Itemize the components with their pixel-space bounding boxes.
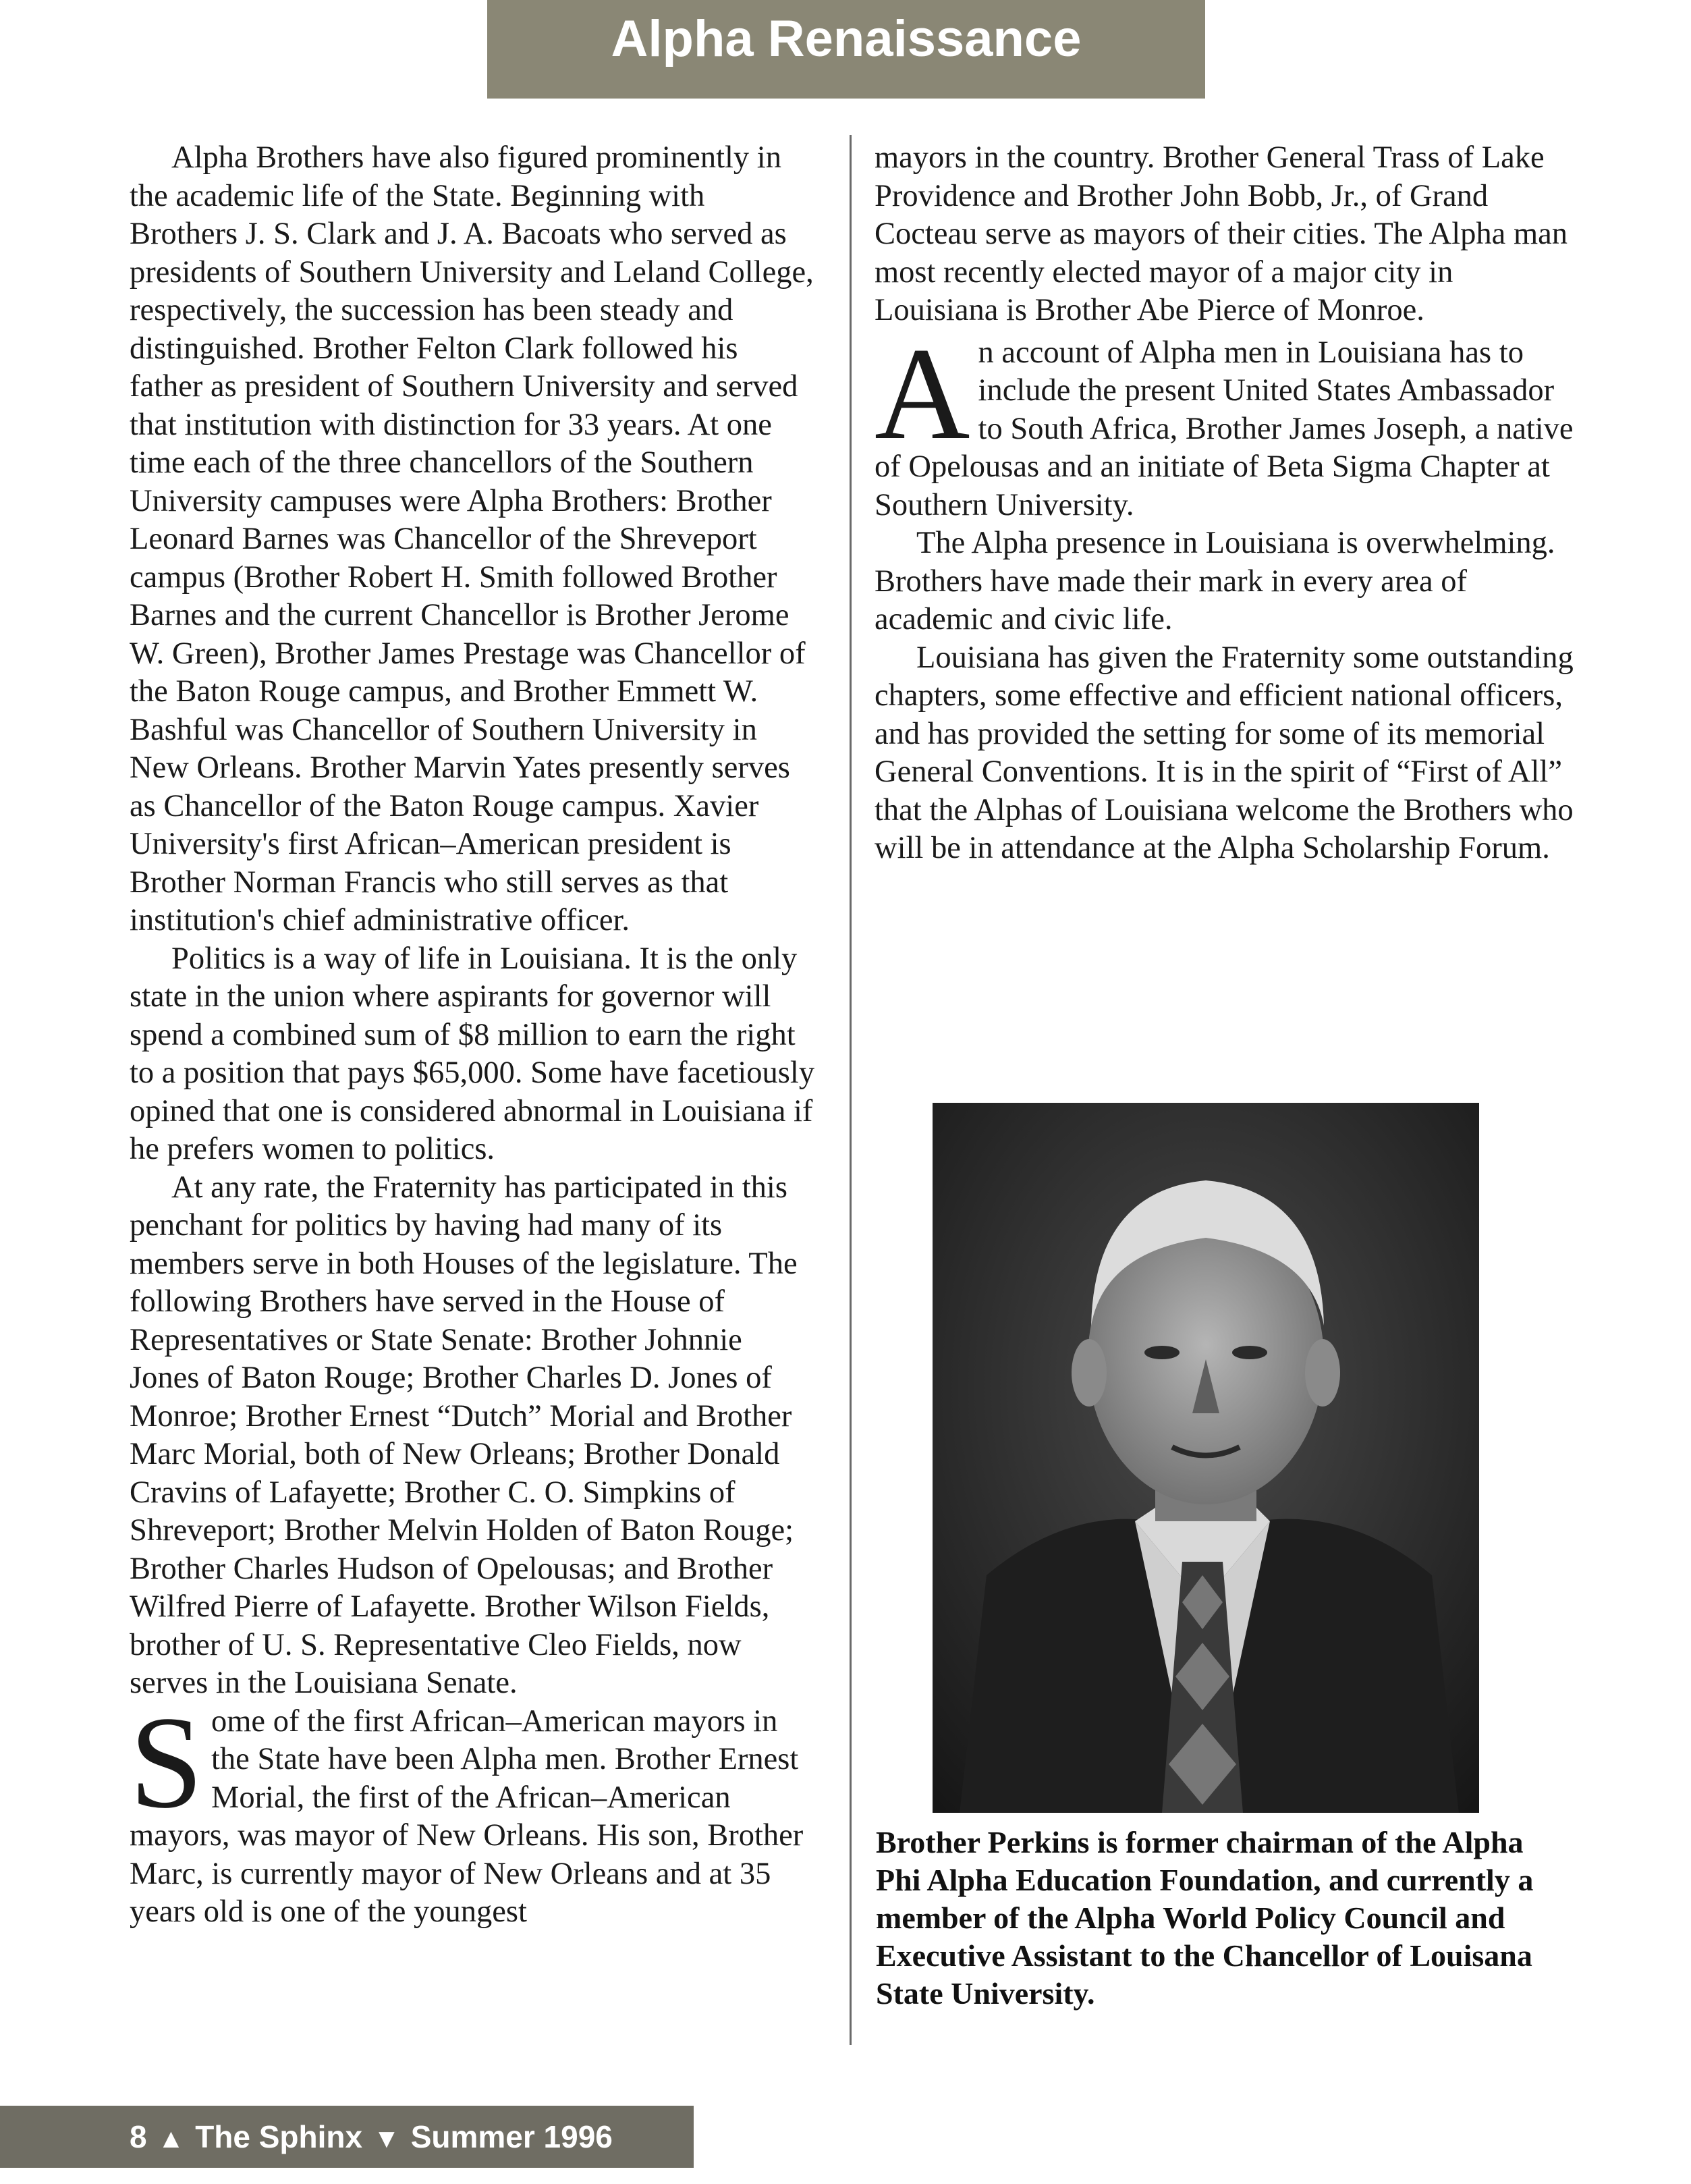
- paragraph-text: ome of the first African–American mayors in the State have been Alpha men. Brother Ernest Morial, the first of the African–American mayors, was mayor of New Orleans. His son, Brother Marc, is currently mayor of New Orleans and at 35 years old is one of the youngest: [130, 1703, 804, 1929]
- portrait-photo: [933, 1103, 1479, 1813]
- drop-cap: A: [875, 320, 970, 467]
- triangle-down-icon: ▼: [373, 2124, 400, 2154]
- paragraph: Alpha Brothers have also figured prominently in the academic life of the State. Beginning with Brothers J. S. Clark and J. A. Bacoats who served as presidents of Southern University and Leland College, respectively, the succession has been steady and distinguished. Brother Felton Clark followed his father as president of Southern University and served that institution with distinction for 33 years. At one time each of the three chancellors of the Southern University campuses were Alpha Brothers: Brother Leonard Barnes was Chancellor of the Shreveport campus (Brother Robert H. Smith followed Brother Barnes and the current Chancellor is Brother Jerome W. Green), Brother James Prestage was Chancellor of the Baton Rouge campus, and Brother Emmett W. Bashful was Chancellor of Southern University in New Orleans. Brother Marvin Yates presently serves as Chancellor of the Baton Rouge campus. Xavier University's first African–American president is Brother Norman Francis who still serves as that institution's chief administrative officer.: [130, 140, 814, 937]
- section-title: Alpha Renaissance: [611, 10, 1082, 67]
- drop-cap: S: [130, 1689, 204, 1836]
- triangle-up-icon: ▲: [157, 2124, 185, 2154]
- column-divider: [850, 135, 852, 2045]
- right-column: [875, 139, 1576, 868]
- page-footer: [0, 2106, 694, 2168]
- left-column: [130, 139, 816, 1932]
- paragraph: Louisiana has given the Fraternity some outstanding chapters, some effective and efficient national officers, and has provided the setting for some of its memorial General Conventions. It is in the spirit of “First of All” that the Alphas of Louisiana welcome the Brothers who will be in attendance at the Alpha Scholarship Forum.: [875, 640, 1574, 865]
- section-banner: [487, 0, 1205, 99]
- paragraph-text: n account of Alpha men in Louisiana has to include the present United States Ambassador to South Africa, Brother James Joseph, a native of Opelousas and an initiate of Beta Sigma Chapter at Southern University.: [875, 335, 1574, 522]
- paragraph: At any rate, the Fraternity has participated in this penchant for politics by having had many of its members serve in both Houses of the legislature. The following Brothers have served in the House of Representatives or State Senate: Brother Johnnie Jones of Baton Rouge; Brother Charles D. Jones of Monroe; Brother Ernest “Dutch” Morial and Brother Marc Morial, both of New Orleans; Brother Donald Cravins of Lafayette; Brother C. O. Simpkins of Shreveport; Brother Melvin Holden of Baton Rouge; Brother Charles Hudson of Opelousas; and Brother Wilfred Pierre of Lafayette. Brother Wilson Fields, brother of U. S. Representative Cleo Fields, now serves in the Louisiana Senate.: [130, 1170, 798, 1700]
- paragraph: Politics is a way of life in Louisiana. It is the only state in the union where aspirants for governor will spend a combined sum of $8 million to earn the right to a position that pays $65,000. Some have facetiously opined that one is considered abnormal in Louisiana if he prefers women to politics.: [130, 941, 815, 1166]
- photo-caption: Brother Perkins is former chairman of the Alpha Phi Alpha Education Foundation, and currently a member of the Alpha World Policy Council and Executive Assistant to the Chancellor of Louisana State University.: [876, 1825, 1534, 2011]
- page-number: 8: [130, 2119, 147, 2154]
- paragraph: The Alpha presence in Louisiana is overwhelming. Brothers have made their mark in every area of academic and civic life.: [875, 526, 1555, 636]
- issue-date: Summer 1996: [410, 2119, 613, 2154]
- portrait-illustration: [933, 1103, 1479, 1813]
- paragraph-with-dropcap: [875, 320, 1576, 525]
- publication-name: The Sphinx: [195, 2119, 363, 2154]
- paragraph: mayors in the country. Brother General Trass of Lake Providence and Brother John Bobb, Jr., of Grand Cocteau serve as mayors of their cities. The Alpha man most recently elected mayor of a major city in Louisiana is Brother Abe Pierce of Monroe.: [875, 140, 1568, 327]
- paragraph-with-dropcap: [130, 1689, 816, 1932]
